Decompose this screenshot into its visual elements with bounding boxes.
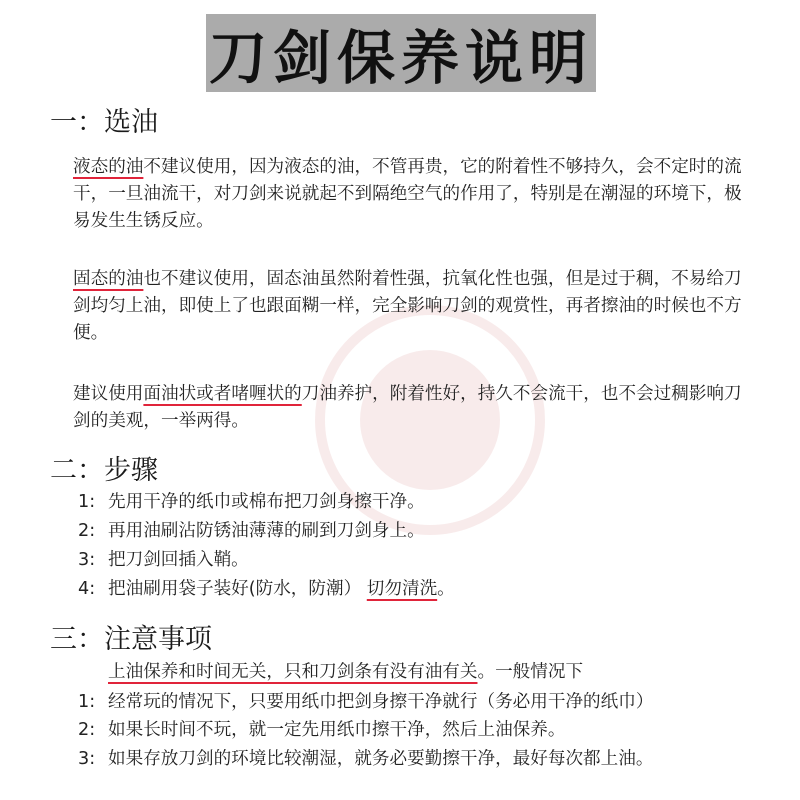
item-number: 1: xyxy=(78,692,96,712)
highlight-gel-oil: 面油状或者啫喱状的 xyxy=(143,384,302,404)
item-text: 经常玩的情况下，只要用纸巾把剑身擦干净就行（务必用干净的纸巾） xyxy=(108,692,654,712)
highlight-no-wash: 切勿清洗 xyxy=(366,579,438,599)
item-text: 先用干净的纸巾或棉布把刀剑身擦干净。 xyxy=(108,492,425,512)
section-heading-oil: 一：选油 xyxy=(50,107,158,138)
paragraph-text: 建议使用 xyxy=(73,384,144,404)
paragraph-text: 刀油养护，附着性好，持久不会流干，也不会过稠影响刀剑的美观，一举两得。 xyxy=(73,384,742,431)
highlight-oil-time: 上油保养和时间无关，只和刀剑条有没有油有关 xyxy=(108,662,478,682)
section-heading-notes: 三：注意事项 xyxy=(50,624,212,655)
page-title: 刀剑保养说明 xyxy=(208,24,593,92)
paragraph-recommend xyxy=(73,381,753,435)
item-number: 1: xyxy=(78,492,96,512)
paragraph-text: 也不建议使用，固态油虽然附着性强，抗氧化性也强，但是过于稠，不易给刀剑均匀上油，即使上了也跟面糊一样，完全影响刀剑的观赏性，再者擦油的时候也不方便。 xyxy=(73,269,742,343)
item-number: 3: xyxy=(78,749,96,769)
list-item xyxy=(78,746,653,773)
item-number: 2: xyxy=(78,521,96,541)
section-heading-steps: 二：步骤 xyxy=(50,455,158,486)
item-number: 4: xyxy=(78,579,96,599)
list-item xyxy=(78,689,653,716)
list-item xyxy=(78,489,425,516)
item-text: 把刀剑回插入鞘。 xyxy=(108,550,249,570)
list-item xyxy=(78,518,425,545)
list-item xyxy=(78,717,565,744)
paragraph-solid-oil xyxy=(73,266,753,347)
list-item xyxy=(78,547,249,574)
item-text: 再用油刷沾防锈油薄薄的刷到刀剑身上。 xyxy=(108,521,425,541)
item-text: 如果长时间不玩，就一定先用纸巾擦干净，然后上油保养。 xyxy=(108,720,566,740)
item-number: 3: xyxy=(78,550,96,570)
list-item xyxy=(78,576,455,603)
paragraph-text: 不建议使用，因为液态的油，不管再贵，它的附着性不够持久，会不定时的流干，一旦油流干，对刀剑来说就起不到隔绝空气的作用了，特别是在潮湿的环境下，极易发生生锈反应。 xyxy=(73,157,742,231)
title-banner xyxy=(206,14,596,92)
paragraph-liquid-oil xyxy=(73,154,753,235)
notes-intro-text: 。一般情况下 xyxy=(477,662,584,682)
item-number: 2: xyxy=(78,720,96,740)
highlight-solid-oil: 固态的油 xyxy=(73,269,144,289)
item-text-end: 。 xyxy=(437,579,455,599)
item-text: 如果存放刀剑的环境比较潮湿，就务必要勤擦干净，最好每次都上油。 xyxy=(108,749,654,769)
item-text: 把油刷用袋子装好(防水，防潮） xyxy=(108,579,362,599)
highlight-liquid-oil: 液态的油 xyxy=(73,157,144,177)
notes-intro xyxy=(108,659,583,686)
